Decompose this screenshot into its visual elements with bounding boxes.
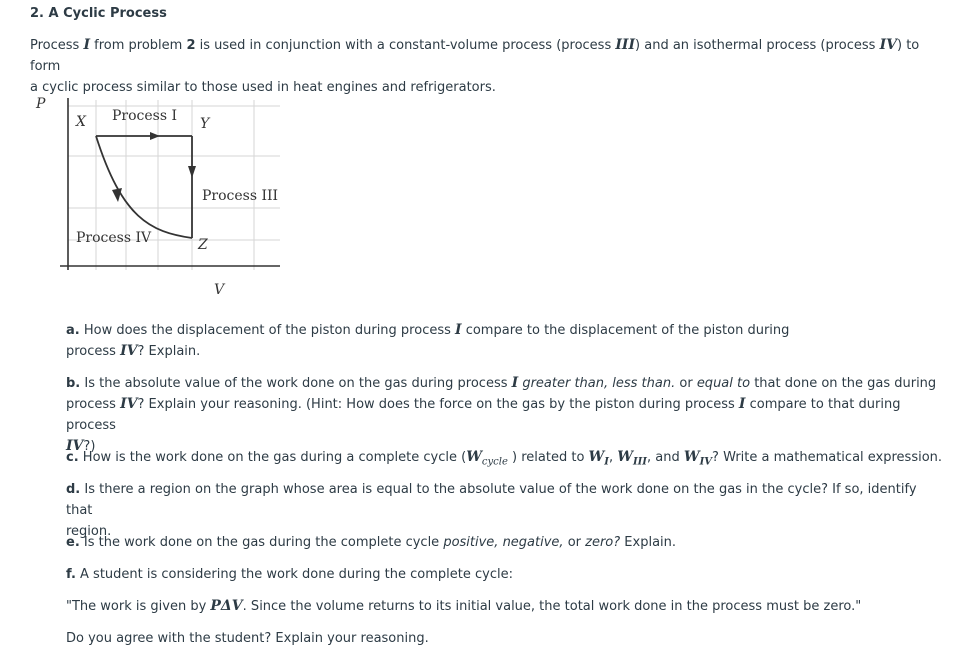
state-x-label: X — [76, 114, 86, 130]
question-b: b. Is the absolute value of the work done on the gas during process I greater than, less than. or equal to that done on the gas during process IV? Explain your reasoning. (Hint: How does the force on the gas by the piston during process I compare to that during process IV?) — [66, 375, 937, 454]
question-f: f. A student is considering the work done during the complete cycle: — [66, 567, 513, 582]
question-d: d. Is there a region on the graph whose area is equal to the absolute value of the work done on the gas in the cycle? If so, identify that region. — [66, 482, 917, 539]
pv-diagram — [30, 90, 290, 310]
p-axis-label: P — [36, 96, 46, 112]
process-iii-arrow — [188, 166, 196, 178]
process-iv-label: Process IV — [76, 230, 152, 246]
problem-intro: Process I from problem 2 is used in conjunction with a constant-volume process (process III) and an isothermal process (process IV) to form a cyclic process similar to those used in heat engines and refrigerators. — [30, 37, 920, 95]
question-a: a. How does the displacement of the piston during process I compare to the displacement of the piston during process IV? Explain. — [66, 322, 790, 359]
process-iv-curve — [96, 136, 192, 238]
question-c: c. How is the work done on the gas during a complete cycle ($W_{cycle}$ ) related to $W_I$, $W_{III}$, and $W_{IV}$? Write a mathematical expression. — [66, 449, 943, 468]
process-i-label: Process I — [112, 108, 178, 124]
question-f-prompt: Do you agree with the student? Explain your reasoning. — [66, 631, 429, 646]
process-iv-arrow — [112, 188, 122, 202]
process-iii-label: Process III — [202, 188, 279, 204]
v-axis-label: V — [214, 282, 225, 298]
state-z-label: Z — [198, 237, 208, 253]
student-quote: "The work is given by PΔV. Since the volume returns to its initial value, the total work done in the process must be zero." — [66, 598, 862, 614]
problem-title: 2. A Cyclic Process — [30, 6, 167, 21]
question-e: e. Is the work done on the gas during the complete cycle positive, negative, or zero? Explain. — [66, 535, 677, 550]
state-y-label: Y — [200, 116, 210, 132]
